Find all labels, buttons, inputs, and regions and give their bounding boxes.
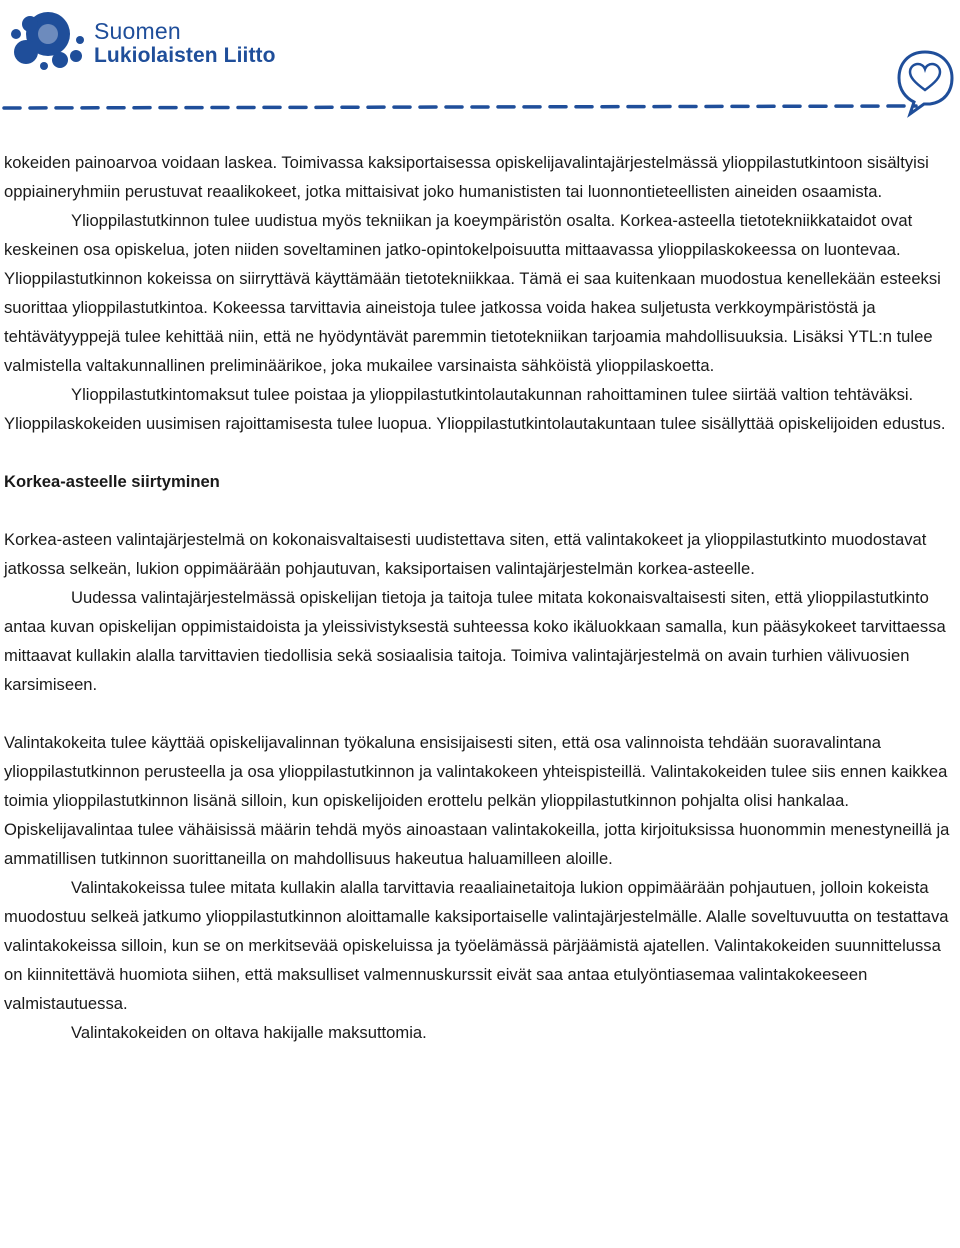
- section-heading: Korkea-asteelle siirtyminen: [4, 472, 220, 491]
- organization-logo: [8, 6, 278, 76]
- paragraph-1: kokeiden painoarvoa voidaan laskea. Toimivassa kaksiportaisessa opiskelijavalintajärjestelmässä ylioppilastutkintoon sisältyisi oppiaineryhmiin perustuvat reaalikokeet, jotka mittaisivat joko humanististen tai luonnontieteellisten aineiden osaamista.: [4, 153, 929, 201]
- paragraph-5: Uudessa valintajärjestelmässä opiskelijan tietoja ja taitoja tulee mitata kokonaisvaltaisesti siten, että ylioppilastutkinto antaa kuvan opiskelijan oppimistaidoista ja yleissivistyksestä suhteessa koko ikäluokkaan samalla, kun pääsykokeet tarvittaessa mittaavat kullakin alalla tarvittavien tiedollisia sekä sosiaalisia taitoja. Toimiva valintajärjestelmä on avain turhien välivuosien karsimiseen.: [4, 588, 946, 694]
- paragraph-7: Valintakokeissa tulee mitata kullakin alalla tarvittavia reaaliainetaitoja lukion oppimäärään pohjautuen, jolloin kokeista muodostuu selkeä jatkumo ylioppilastutkinnon aloittamalle kaksiportaiselle valintajärjestelmälle. Alalle soveltuvuutta on testattava valintakokeissa silloin, kun se on merkitsevää opiskeluissa ja työelämässä pärjäämistä ajatellen. Valintakokeiden suunnittelussa on kiinnitettävä huomiota siihen, että maksulliset valmennuskurssit eivät saa antaa etulyöntiasemaa valintakokeeseen valmistautuessa.: [4, 878, 949, 1013]
- dashed-divider: [0, 96, 920, 116]
- paragraph-3: Ylioppilastutkintomaksut tulee poistaa ja ylioppilastutkintolautakunnan rahoittaminen tulee siirtää valtion tehtäväksi. Ylioppilaskokeiden uusimisen rajoittamisesta tulee luopua. Ylioppilastutkintolautakuntaan tulee sisällyttää opiskelijoiden edustus.: [4, 385, 946, 433]
- paragraph-8: Valintakokeiden on oltava hakijalle maksuttomia.: [71, 1023, 427, 1042]
- paragraph-2: Ylioppilastutkinnon tulee uudistua myös tekniikan ja koeympäristön osalta. Korkea-asteella tietotekniikkataidot ovat keskeinen osa opiskelua, joten niiden soveltaminen jatko-opintokelpoisuutta mittaavassa ylioppilaskokeessa on luontevaa. Ylioppilastutkinnon kokeissa on siirryttävä käyttämään tietotekniikkaa. Tämä ei saa kuitenkaan muodostua kenellekään esteeksi suorittaa ylioppilastutkintoa. Kokeessa tarvittavia aineistoja tulee jatkossa voida hakea suljetusta verkkoympäristöstä ja tehtävätyyppejä tulee kehittää niin, että ne hyödyntävät paremmin tietotekniikan tarjoamia mahdollisuuksia. Lisäksi YTL:n tulee valmistella valtakunnallinen preliminäärikoe, joka mukailee varsinaista sähköistä ylioppilaskoetta.: [4, 211, 941, 375]
- bubbles-logo-icon: [8, 6, 98, 76]
- heart-speech-bubble-icon: [894, 46, 956, 118]
- logo-text-line2: Lukiolaisten Liitto: [94, 44, 276, 67]
- spacer: [4, 699, 954, 728]
- paragraph-6: Valintakokeita tulee käyttää opiskelijavalinnan työkaluna ensisijaisesti siten, että osa valinnoista tehdään suoravalintana ylioppilastutkinnon perusteella ja osa ylioppilastutkinnon ja valintakokeen yhteispisteillä. Valintakokeiden tulee siis ennen kaikkea toimia ylioppilastutkinnon lisänä silloin, kun opiskelijoiden erottelu pelkän ylioppilastutkinnon pohjalta olisi hankalaa. Opiskelijavalintaa tulee vähäisissä määrin tehdä myös ainoastaan valintakokeilla, jotta kirjoituksissa huonommin menestyneillä ja ammatillisen tutkinnon suorittaneilla on mahdollisuus hakeutua haluamilleen aloille.: [4, 733, 950, 868]
- logo-text-line1: Suomen: [94, 18, 181, 44]
- spacer: [4, 438, 954, 467]
- spacer: [4, 496, 954, 525]
- page-header: [0, 0, 960, 140]
- paragraph-4: Korkea-asteen valintajärjestelmä on kokonaisvaltaisesti uudistettava siten, että valintakokeet ja ylioppilastutkinto muodostavat jatkossa selkeän, lukion oppimäärään pohjautuvan, kaksiportaisen valintajärjestelmän korkea-asteelle.: [4, 530, 927, 578]
- document-body: [4, 148, 954, 1047]
